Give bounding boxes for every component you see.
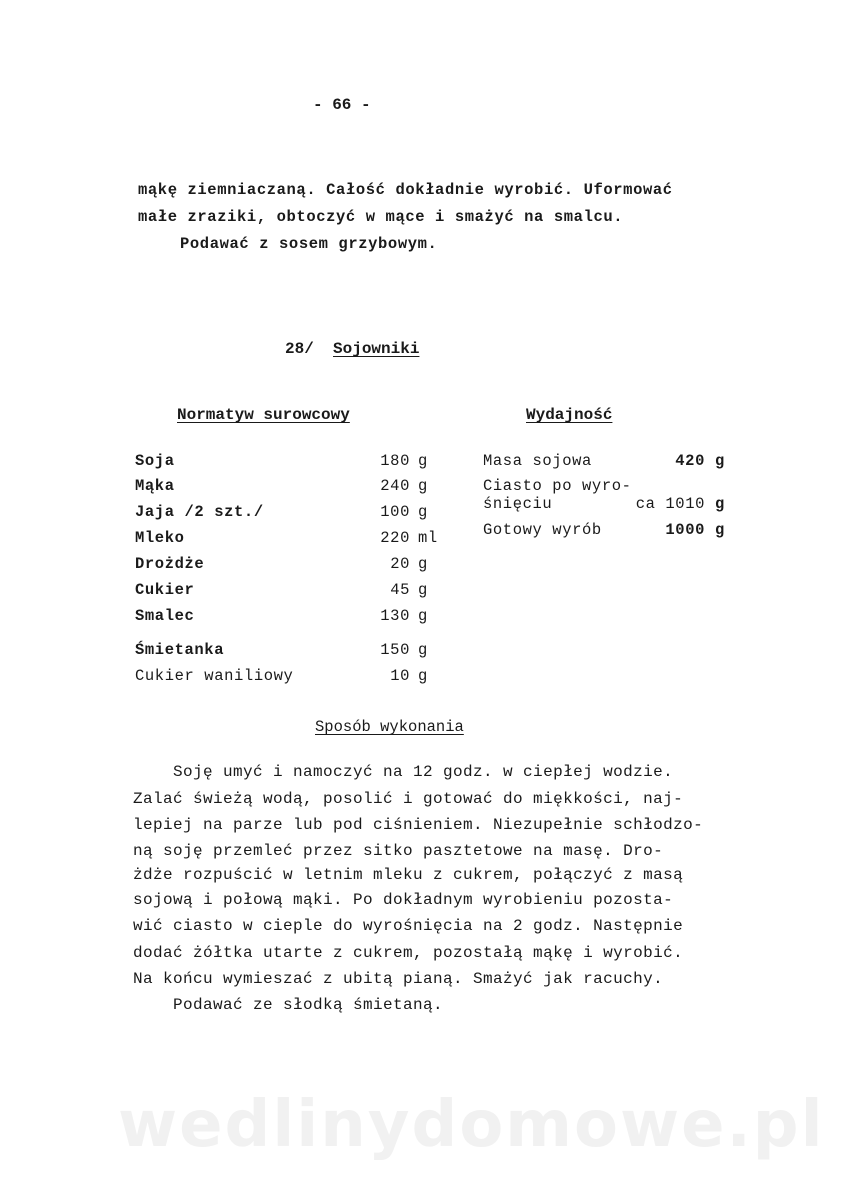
- ingredient-qty: 220: [380, 529, 410, 547]
- ingredient-unit: g: [418, 452, 428, 470]
- method-line: lepiej na parze lub pod ciśnieniem. Niezupełnie schłodzo-: [133, 816, 704, 834]
- ingredient-qty: 20: [390, 555, 410, 573]
- ingredient-unit: g: [418, 641, 428, 659]
- ingredient-name: Jaja /2 szt./: [135, 503, 264, 521]
- ingredient-qty: 240: [380, 477, 410, 495]
- yield-unit: g: [715, 495, 725, 513]
- method-line: ną soję przemleć przez sitko pasztetowe na masę. Dro-: [133, 842, 664, 860]
- ingredient-unit: g: [418, 607, 428, 625]
- ingredient-name: Smalec: [135, 607, 195, 625]
- ingredient-qty: 45: [390, 581, 410, 599]
- yield-name: Masa sojowa: [483, 452, 592, 470]
- yield-qty: 420: [675, 452, 705, 470]
- ingredient-unit: g: [418, 667, 428, 685]
- ingredient-unit: g: [418, 503, 428, 521]
- method-line: Zalać świeżą wodą, posolić i gotować do miękkości, naj-: [133, 790, 684, 808]
- ingredient-name: Soja: [135, 452, 175, 470]
- ingredient-name: Cukier waniliowy: [135, 667, 294, 685]
- ingredient-name: Cukier: [135, 581, 195, 599]
- method-line: wić ciasto w cieple do wyrośnięcia na 2 godz. Następnie: [133, 917, 684, 935]
- yield-name: Gotowy wyrób: [483, 521, 602, 539]
- yield-name-continued: śnięciu: [483, 495, 553, 513]
- ingredient-unit: g: [418, 477, 428, 495]
- method-line: żdże rozpuścić w letnim mleku z cukrem, połączyć z masą: [133, 866, 684, 884]
- ingredient-unit: g: [418, 581, 428, 599]
- method-line: sojową i połową mąki. Po dokładnym wyrobieniu pozosta-: [133, 891, 674, 909]
- ingredient-qty: 100: [380, 503, 410, 521]
- ingredient-qty: 150: [380, 641, 410, 659]
- watermark: wedlinydomowe.pl: [118, 1088, 825, 1162]
- method-line: dodać żółtka utarte z cukrem, pozostałą mąkę i wyrobić.: [133, 944, 684, 962]
- yield-heading: Wydajność: [526, 406, 613, 424]
- recipe-title: [285, 340, 419, 358]
- intro-line-3: Podawać z sosem grzybowym.: [180, 235, 438, 253]
- yield-name: Ciasto po wyro-: [483, 477, 632, 495]
- yield-qty: 1000: [665, 521, 705, 539]
- method-line: Soję umyć i namoczyć na 12 godz. w ciepłej wodzie.: [133, 763, 674, 781]
- recipe-number: 28/: [285, 340, 314, 358]
- ingredient-unit: ml: [418, 529, 438, 547]
- method-heading: Sposób wykonania: [315, 718, 464, 736]
- ingredient-qty: 180: [380, 452, 410, 470]
- ingredient-unit: g: [418, 555, 428, 573]
- method-line: Podawać ze słodką śmietaną.: [133, 996, 444, 1014]
- page-number: - 66 -: [313, 96, 371, 114]
- ingredient-name: Mąka: [135, 477, 175, 495]
- yield-unit: g: [715, 521, 725, 539]
- ingredient-name: Mleko: [135, 529, 185, 547]
- ingredient-name: Śmietanka: [135, 641, 225, 659]
- yield-unit: g: [715, 452, 725, 470]
- norm-heading: Normatyw surowcowy: [177, 406, 350, 424]
- method-line: Na końcu wymieszać z ubitą pianą. Smażyć jak racuchy.: [133, 970, 664, 988]
- yield-qty: ca 1010: [635, 495, 705, 513]
- ingredient-qty: 130: [380, 607, 410, 625]
- ingredient-qty: 10: [390, 667, 410, 685]
- ingredient-name: Drożdże: [135, 555, 205, 573]
- recipe-name: Sojowniki: [333, 340, 420, 358]
- intro-line-2: małe zraziki, obtoczyć w mące i smażyć na smalcu.: [138, 208, 624, 226]
- intro-line-1: mąkę ziemniaczaną. Całość dokładnie wyrobić. Uformować: [138, 181, 673, 199]
